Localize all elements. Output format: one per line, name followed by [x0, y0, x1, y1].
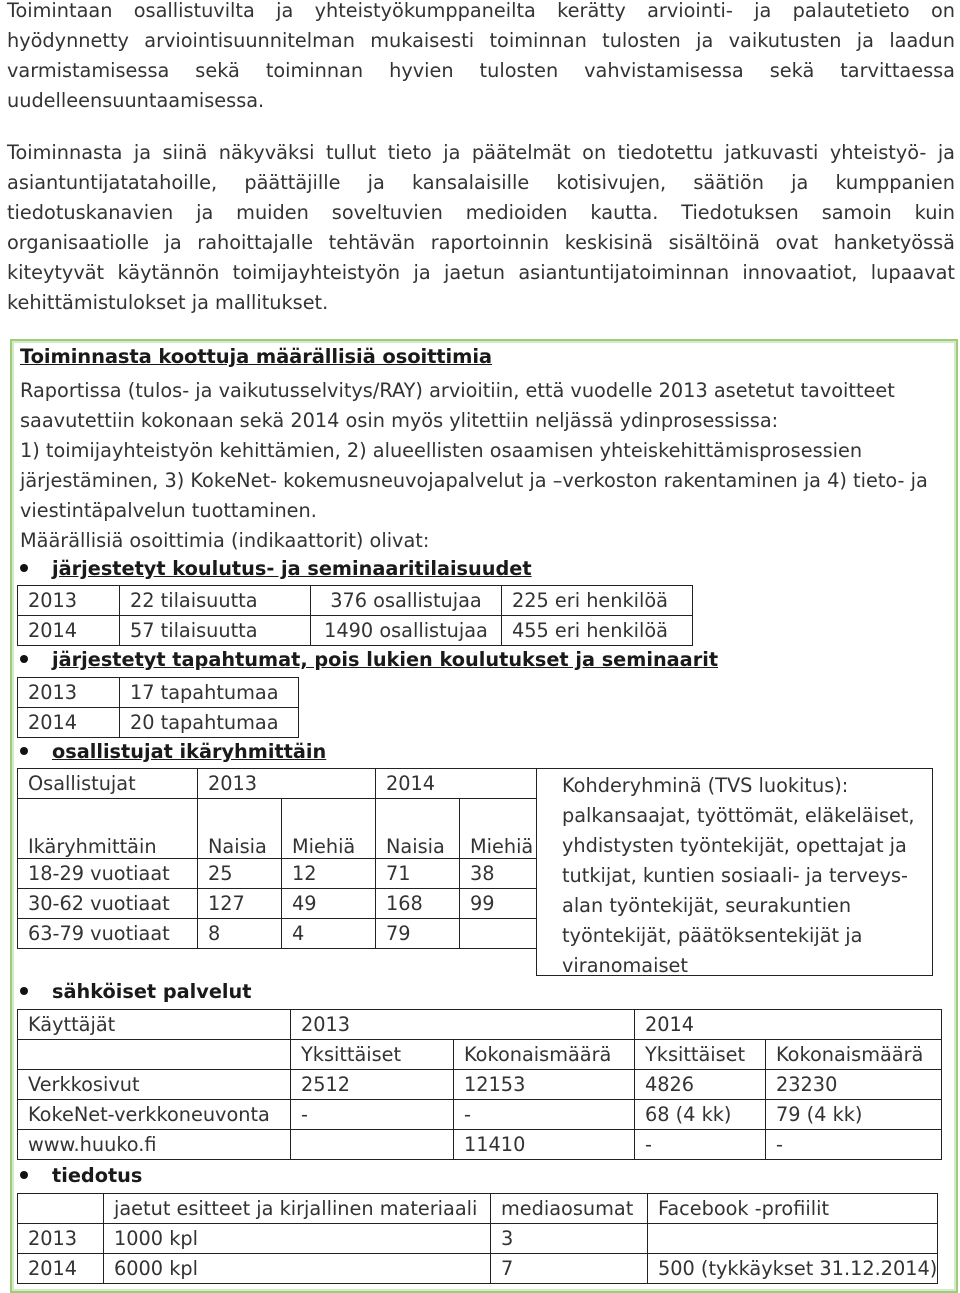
table-cell: 4 [282, 919, 376, 949]
table-cell: 6000 kpl [104, 1254, 491, 1284]
table-cell: 25 [198, 859, 282, 889]
table-cell: 376 osallistujaa [311, 586, 502, 616]
table-header-cell [18, 1040, 291, 1070]
table-cell: 79 (4 kk) [766, 1100, 942, 1130]
section-eservices-heading: sähköiset palvelut [20, 980, 251, 1003]
table-row [18, 1194, 938, 1224]
table-cell [291, 1130, 454, 1160]
bullet-icon [20, 564, 28, 572]
box-line-1: Raportissa (tulos- ja vaikutusselvitys/RAY) arvioitiin, että vuodelle 2013 asetetut tavoitteet [20, 379, 895, 402]
table-cell: 127 [198, 889, 282, 919]
table-cell: 38 [460, 859, 537, 889]
table-cell: Verkkosivut [18, 1070, 291, 1100]
table-cell: 22 tilaisuutta [120, 586, 311, 616]
table-row [18, 1040, 942, 1070]
bullet-icon [20, 1171, 28, 1179]
events-table [17, 677, 299, 738]
table-cell: - [766, 1130, 942, 1160]
table-header-cell: Kokonaismäärä [766, 1040, 942, 1070]
target-groups-line: Kohderyhminä (TVS luokitus): [562, 774, 849, 797]
info-table [17, 1193, 938, 1284]
target-groups-line: tutkijat, kuntien sosiaali- ja terveys- [562, 864, 909, 887]
bullet-icon [20, 655, 28, 663]
table-row [18, 1100, 942, 1130]
table-cell: 12153 [454, 1070, 635, 1100]
bullet-icon [20, 747, 28, 755]
table-cell: 2014 [18, 616, 120, 646]
table-header-cell: Ikäryhmittäin [18, 799, 198, 859]
target-groups-line: viranomaiset [562, 954, 688, 977]
intro-text-2: Toiminnasta ja siinä näkyväksi tullut tieto ja päätelmät on tiedotettu jatkuvasti yhteistyö- ja asiantuntijatatahoille, päättäjille ja kansalaisille kotisivujen, säätiön ja kumppanien tiedotuskanavien ja muiden soveltuvien medioiden kautta. Tiedotuksen samoin kuin organisaatiolle ja rahoittajalle tehtävän raportoinnin keskisinä sisältöinä ovat hanketyössä kiteytyvät käytännön toimijayhteistyön ja jaetun asiantuntijatoiminnan innovaatiot, lupaavat kehittämistulokset ja mallitukset. [7, 141, 955, 314]
intro-text-1: Toimintaan osallistuvilta ja yhteistyökumppaneilta kerätty arviointi- ja palautetieto on hyödynnetty arviointisuunnitelman mukaisesti toiminnan tulosten ja vaikutusten ja laadun varmistamisessa sekä toiminnan hyvien tulosten vahvistamisessa sekä tarvittaessa uudelleensuuntaamisessa. [7, 0, 955, 112]
table-cell: 2014 [18, 708, 120, 738]
table-cell: 23230 [766, 1070, 942, 1100]
table-cell: 7 [491, 1254, 648, 1284]
box-line-4: järjestäminen, 3) KokeNet- kokemusneuvojapalvelut ja –verkoston rakentaminen ja 4) tieto- ja [20, 469, 928, 492]
table-cell: KokeNet-verkkoneuvonta [18, 1100, 291, 1130]
table-cell: 63-79 vuotiaat [18, 919, 198, 949]
target-groups-line: palkansaajat, työttömät, eläkeläiset, [562, 804, 915, 827]
box-intro [20, 376, 950, 556]
table-header-cell: Yksittäiset [635, 1040, 766, 1070]
table-cell: 17 tapahtumaa [120, 678, 299, 708]
table-cell: 2013 [18, 1224, 104, 1254]
table-cell [460, 919, 537, 949]
section-info-heading: tiedotus [20, 1164, 142, 1187]
intro-paragraph-1 [7, 0, 955, 116]
table-row [18, 1254, 938, 1284]
table-header-cell: Naisia [376, 799, 460, 859]
target-groups-line: työntekijät, päätöksentekijät ja [562, 924, 863, 947]
table-cell: 11410 [454, 1130, 635, 1160]
table-cell: 71 [376, 859, 460, 889]
table-header-cell: Miehiä [282, 799, 376, 859]
table-cell: - [454, 1100, 635, 1130]
table-header-cell: 2013 [291, 1010, 635, 1040]
table-header-cell: 2014 [376, 769, 537, 799]
table-cell: 18-29 vuotiaat [18, 859, 198, 889]
target-groups-text [562, 771, 936, 981]
table-cell: 1490 osallistujaa [311, 616, 502, 646]
table-cell: 1000 kpl [104, 1224, 491, 1254]
table-cell: 168 [376, 889, 460, 919]
table-cell: 68 (4 kk) [635, 1100, 766, 1130]
table-row [18, 1070, 942, 1100]
table-cell: 79 [376, 919, 460, 949]
target-groups-line: alan työntekijät, seurakuntien [562, 894, 852, 917]
table-header-cell: mediaosumat [491, 1194, 648, 1224]
table-cell: 57 tilaisuutta [120, 616, 311, 646]
box-line-3: 1) toimijayhteistyön kehittämien, 2) alueellisten osaamisen yhteiskehittämisprosessien [20, 439, 863, 462]
table-cell: 2512 [291, 1070, 454, 1100]
table-cell: - [635, 1130, 766, 1160]
table-header-cell: Käyttäjät [18, 1010, 291, 1040]
box-title: Toiminnasta koottuja määrällisiä osoittimia [20, 345, 492, 368]
table-cell [648, 1224, 938, 1254]
table-row [18, 678, 299, 708]
table-cell: 2013 [18, 678, 120, 708]
table-cell: 455 eri henkilöä [502, 616, 693, 646]
table-cell: 3 [491, 1224, 648, 1254]
table-header-cell: 2013 [198, 769, 376, 799]
table-cell: 99 [460, 889, 537, 919]
box-line-5: viestintäpalvelun tuottaminen. [20, 499, 317, 522]
table-cell: 500 (tykkäykset 31.12.2014) [648, 1254, 938, 1284]
table-cell: - [291, 1100, 454, 1130]
table-header-cell: jaetut esitteet ja kirjallinen materiaali [104, 1194, 491, 1224]
spacer-cell [18, 949, 537, 976]
table-header-cell: 2014 [635, 1010, 942, 1040]
table-cell: 2013 [18, 586, 120, 616]
table-header-cell: Miehiä [460, 799, 537, 859]
table-cell: 12 [282, 859, 376, 889]
table-header-cell: Osallistujat [18, 769, 198, 799]
table-header-cell: Facebook -profiilit [648, 1194, 938, 1224]
table-row [18, 586, 693, 616]
bullet-icon [20, 987, 28, 995]
section-events-heading: järjestetyt tapahtumat, pois lukien koulutukset ja seminaarit [20, 648, 718, 671]
intro-paragraph-2 [7, 138, 955, 318]
table-cell: 49 [282, 889, 376, 919]
section-training-heading: järjestetyt koulutus- ja seminaaritilaisuudet [20, 557, 532, 580]
table-header-cell: Naisia [198, 799, 282, 859]
table-row [18, 1130, 942, 1160]
target-groups-line: yhdistysten työntekijät, opettajat ja [562, 834, 907, 857]
table-header-cell: Yksittäiset [291, 1040, 454, 1070]
table-header-cell: Kokonaismäärä [454, 1040, 635, 1070]
table-row [18, 616, 693, 646]
table-cell: 225 eri henkilöä [502, 586, 693, 616]
box-line-6: Määrällisiä osoittimia (indikaattorit) olivat: [20, 529, 430, 552]
table-header-cell [18, 1194, 104, 1224]
table-row [18, 708, 299, 738]
table-row [18, 1010, 942, 1040]
section-age-heading: osallistujat ikäryhmittäin [20, 740, 326, 763]
eservices-table [17, 1009, 942, 1160]
table-row [18, 1224, 938, 1254]
training-table [17, 585, 693, 646]
table-cell: 20 tapahtumaa [120, 708, 299, 738]
box-line-2: saavutettiin kokonaan sekä 2014 osin myös ylitettiin neljässä ydinprosessissa: [20, 409, 779, 432]
table-cell: 2014 [18, 1254, 104, 1284]
table-cell: 4826 [635, 1070, 766, 1100]
table-cell: www.huuko.fi [18, 1130, 291, 1160]
table-cell: 8 [198, 919, 282, 949]
table-cell: 30-62 vuotiaat [18, 889, 198, 919]
